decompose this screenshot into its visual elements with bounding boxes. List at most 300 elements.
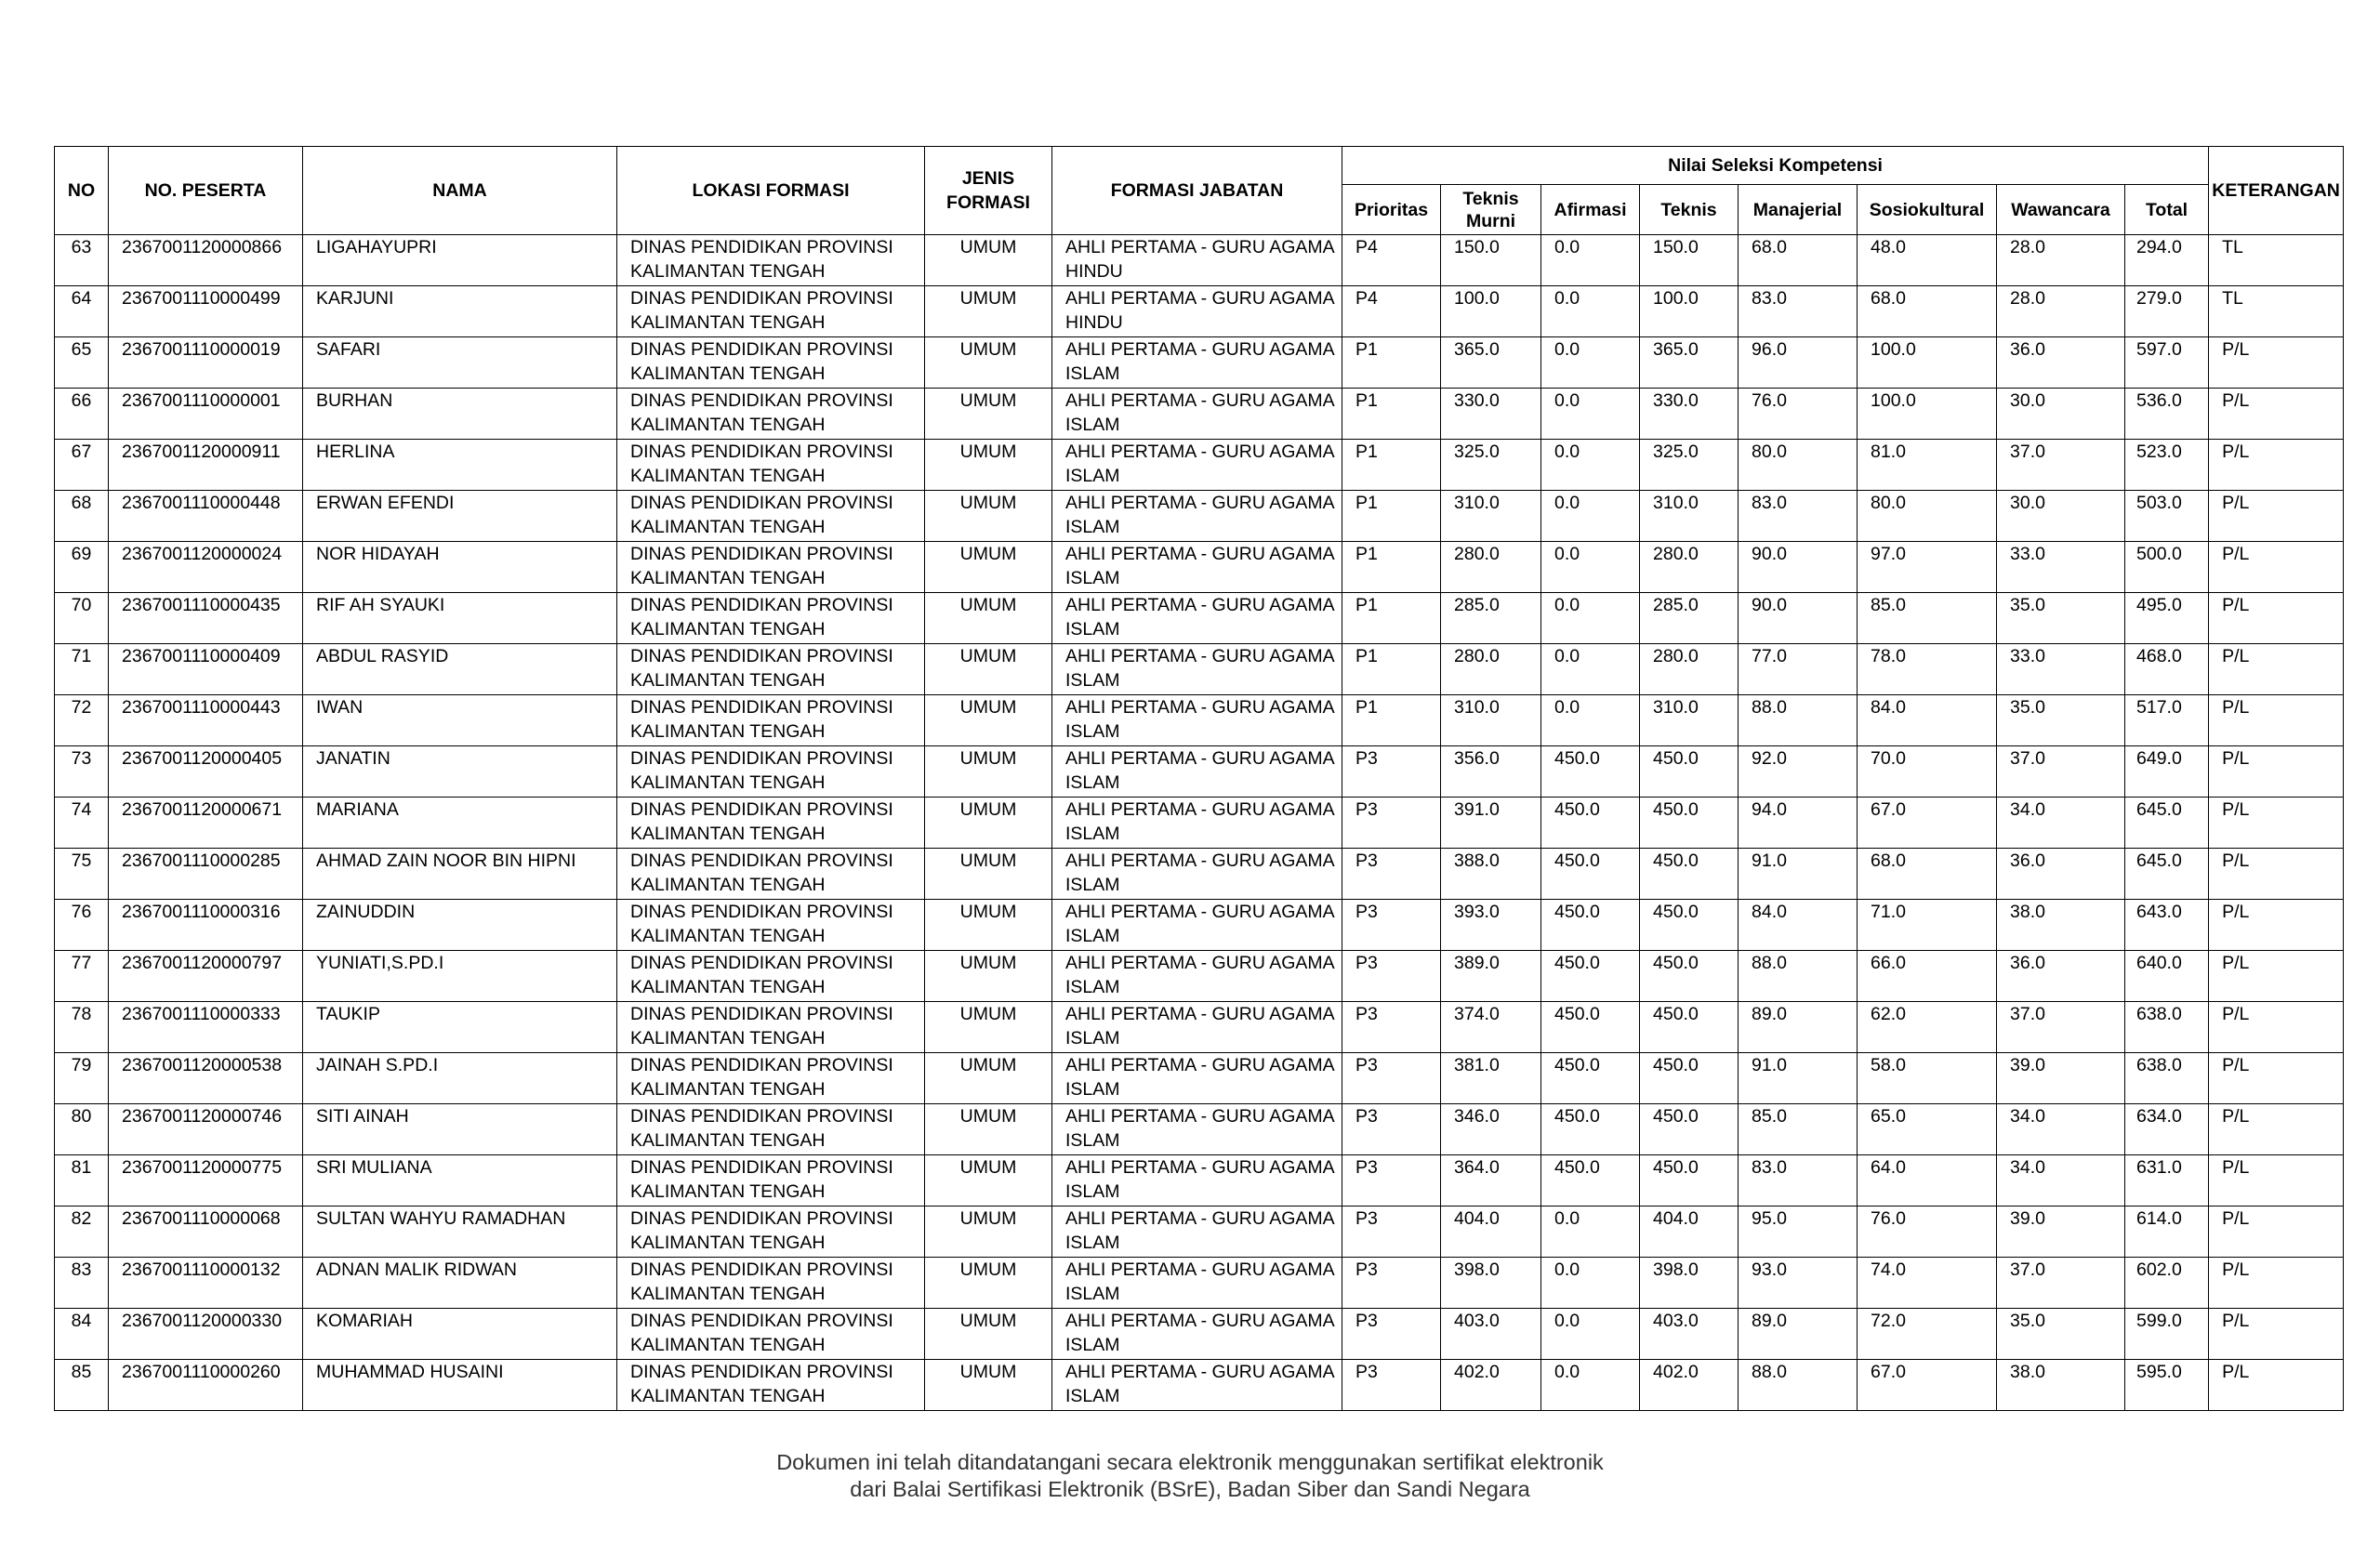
cell-manajerial: 89.0 [1739,1309,1858,1360]
cell-sosiokultural: 80.0 [1858,491,1997,542]
cell-wawancara: 37.0 [1997,1258,2125,1309]
cell-nama: SULTAN WAHYU RAMADHAN [303,1207,617,1258]
cell-teknis: 280.0 [1640,644,1739,695]
cell-wawancara: 34.0 [1997,1104,2125,1155]
cell-afirmasi: 450.0 [1541,746,1640,798]
cell-jenis-formasi: UMUM [925,746,1052,798]
cell-prioritas: P1 [1342,491,1441,542]
cell-prioritas: P1 [1342,593,1441,644]
cell-total: 645.0 [2125,798,2209,849]
cell-teknis: 330.0 [1640,389,1739,440]
header-wawancara: Wawancara [1997,185,2125,235]
cell-formasi-jabatan: AHLI PERTAMA - GURU AGAMA HINDU [1052,286,1342,337]
cell-no-peserta: 2367001110000499 [109,286,303,337]
cell-prioritas: P1 [1342,440,1441,491]
cell-teknis-murni: 280.0 [1441,644,1541,695]
cell-teknis-murni: 150.0 [1441,235,1541,286]
cell-sosiokultural: 78.0 [1858,644,1997,695]
cell-keterangan: P/L [2209,542,2344,593]
cell-jenis-formasi: UMUM [925,1155,1052,1207]
cell-lokasi-formasi: DINAS PENDIDIKAN PROVINSI KALIMANTAN TENGAH [617,644,925,695]
signature-notice-line-2: dari Balai Sertifikasi Elektronik (BSrE), Badan Siber dan Sandi Negara [850,1477,1530,1501]
cell-total: 638.0 [2125,1002,2209,1053]
cell-formasi-jabatan: AHLI PERTAMA - GURU AGAMA ISLAM [1052,849,1342,900]
cell-prioritas: P3 [1342,1053,1441,1104]
cell-prioritas: P3 [1342,1002,1441,1053]
cell-formasi-jabatan: AHLI PERTAMA - GURU AGAMA ISLAM [1052,1309,1342,1360]
cell-keterangan: P/L [2209,900,2344,951]
cell-teknis-murni: 391.0 [1441,798,1541,849]
cell-sosiokultural: 81.0 [1858,440,1997,491]
cell-total: 597.0 [2125,337,2209,389]
cell-nama: TAUKIP [303,1002,617,1053]
cell-keterangan: P/L [2209,337,2344,389]
cell-no: 75 [55,849,109,900]
cell-no: 64 [55,286,109,337]
cell-afirmasi: 450.0 [1541,849,1640,900]
cell-wawancara: 30.0 [1997,491,2125,542]
cell-afirmasi: 0.0 [1541,1360,1640,1411]
cell-sosiokultural: 68.0 [1858,286,1997,337]
cell-afirmasi: 0.0 [1541,1309,1640,1360]
cell-keterangan: P/L [2209,1104,2344,1155]
cell-wawancara: 38.0 [1997,1360,2125,1411]
cell-afirmasi: 450.0 [1541,951,1640,1002]
cell-no: 69 [55,542,109,593]
cell-teknis-murni: 285.0 [1441,593,1541,644]
cell-total: 536.0 [2125,389,2209,440]
cell-afirmasi: 0.0 [1541,695,1640,746]
cell-wawancara: 28.0 [1997,235,2125,286]
cell-teknis: 450.0 [1640,746,1739,798]
cell-prioritas: P1 [1342,695,1441,746]
cell-nama: AHMAD ZAIN NOOR BIN HIPNI [303,849,617,900]
cell-teknis: 365.0 [1640,337,1739,389]
cell-formasi-jabatan: AHLI PERTAMA - GURU AGAMA ISLAM [1052,644,1342,695]
cell-prioritas: P3 [1342,900,1441,951]
table-row [55,798,2344,849]
table-row [55,235,2344,286]
cell-sosiokultural: 70.0 [1858,746,1997,798]
cell-sosiokultural: 84.0 [1858,695,1997,746]
cell-lokasi-formasi: DINAS PENDIDIKAN PROVINSI KALIMANTAN TENGAH [617,746,925,798]
cell-prioritas: P1 [1342,644,1441,695]
cell-formasi-jabatan: AHLI PERTAMA - GURU AGAMA ISLAM [1052,1360,1342,1411]
cell-teknis-murni: 346.0 [1441,1104,1541,1155]
cell-manajerial: 83.0 [1739,1155,1858,1207]
table-body [55,235,2344,1411]
cell-no: 77 [55,951,109,1002]
cell-lokasi-formasi: DINAS PENDIDIKAN PROVINSI KALIMANTAN TENGAH [617,1155,925,1207]
cell-keterangan: P/L [2209,440,2344,491]
cell-manajerial: 84.0 [1739,900,1858,951]
cell-sosiokultural: 67.0 [1858,1360,1997,1411]
cell-lokasi-formasi: DINAS PENDIDIKAN PROVINSI KALIMANTAN TENGAH [617,951,925,1002]
cell-lokasi-formasi: DINAS PENDIDIKAN PROVINSI KALIMANTAN TENGAH [617,1002,925,1053]
cell-wawancara: 39.0 [1997,1207,2125,1258]
cell-teknis-murni: 404.0 [1441,1207,1541,1258]
cell-prioritas: P1 [1342,542,1441,593]
cell-manajerial: 68.0 [1739,235,1858,286]
cell-sosiokultural: 58.0 [1858,1053,1997,1104]
cell-jenis-formasi: UMUM [925,695,1052,746]
header-no-peserta: NO. PESERTA [109,147,303,235]
cell-teknis: 450.0 [1640,798,1739,849]
cell-keterangan: P/L [2209,1053,2344,1104]
cell-wawancara: 37.0 [1997,746,2125,798]
cell-jenis-formasi: UMUM [925,1360,1052,1411]
cell-manajerial: 83.0 [1739,286,1858,337]
cell-no-peserta: 2367001110000132 [109,1258,303,1309]
cell-wawancara: 35.0 [1997,593,2125,644]
cell-lokasi-formasi: DINAS PENDIDIKAN PROVINSI KALIMANTAN TENGAH [617,1309,925,1360]
cell-teknis: 310.0 [1640,491,1739,542]
cell-lokasi-formasi: DINAS PENDIDIKAN PROVINSI KALIMANTAN TENGAH [617,1207,925,1258]
cell-lokasi-formasi: DINAS PENDIDIKAN PROVINSI KALIMANTAN TENGAH [617,235,925,286]
header-nama: NAMA [303,147,617,235]
cell-no-peserta: 2367001120000746 [109,1104,303,1155]
cell-total: 595.0 [2125,1360,2209,1411]
table-row [55,1207,2344,1258]
cell-no: 79 [55,1053,109,1104]
cell-total: 495.0 [2125,593,2209,644]
cell-no-peserta: 2367001120000538 [109,1053,303,1104]
cell-manajerial: 93.0 [1739,1258,1858,1309]
cell-keterangan: P/L [2209,951,2344,1002]
table-row [55,1104,2344,1155]
header-total: Total [2125,185,2209,235]
cell-lokasi-formasi: DINAS PENDIDIKAN PROVINSI KALIMANTAN TENGAH [617,849,925,900]
header-teknis-murni: Teknis Murni [1441,185,1541,235]
cell-keterangan: TL [2209,286,2344,337]
cell-jenis-formasi: UMUM [925,798,1052,849]
cell-manajerial: 80.0 [1739,440,1858,491]
cell-keterangan: P/L [2209,1207,2344,1258]
cell-prioritas: P3 [1342,1258,1441,1309]
cell-sosiokultural: 48.0 [1858,235,1997,286]
cell-wawancara: 33.0 [1997,542,2125,593]
cell-jenis-formasi: UMUM [925,644,1052,695]
cell-jenis-formasi: UMUM [925,1309,1052,1360]
cell-jenis-formasi: UMUM [925,286,1052,337]
cell-teknis-murni: 310.0 [1441,491,1541,542]
cell-afirmasi: 0.0 [1541,337,1640,389]
cell-prioritas: P1 [1342,337,1441,389]
cell-teknis-murni: 365.0 [1441,337,1541,389]
cell-sosiokultural: 100.0 [1858,389,1997,440]
cell-nama: ABDUL RASYID [303,644,617,695]
table-row [55,389,2344,440]
cell-manajerial: 90.0 [1739,593,1858,644]
cell-no: 73 [55,746,109,798]
cell-no-peserta: 2367001110000260 [109,1360,303,1411]
table-header [55,147,2344,235]
cell-jenis-formasi: UMUM [925,593,1052,644]
cell-teknis: 280.0 [1640,542,1739,593]
table-row [55,286,2344,337]
cell-formasi-jabatan: AHLI PERTAMA - GURU AGAMA HINDU [1052,235,1342,286]
cell-manajerial: 90.0 [1739,542,1858,593]
cell-formasi-jabatan: AHLI PERTAMA - GURU AGAMA ISLAM [1052,951,1342,1002]
cell-no-peserta: 2367001110000448 [109,491,303,542]
cell-no-peserta: 2367001120000775 [109,1155,303,1207]
cell-no: 67 [55,440,109,491]
cell-formasi-jabatan: AHLI PERTAMA - GURU AGAMA ISLAM [1052,337,1342,389]
cell-teknis-murni: 325.0 [1441,440,1541,491]
cell-jenis-formasi: UMUM [925,542,1052,593]
cell-total: 279.0 [2125,286,2209,337]
cell-no-peserta: 2367001110000435 [109,593,303,644]
cell-nama: YUNIATI,S.PD.I [303,951,617,1002]
cell-no: 83 [55,1258,109,1309]
cell-wawancara: 37.0 [1997,1002,2125,1053]
cell-keterangan: P/L [2209,491,2344,542]
cell-teknis-murni: 389.0 [1441,951,1541,1002]
cell-formasi-jabatan: AHLI PERTAMA - GURU AGAMA ISLAM [1052,1207,1342,1258]
cell-no: 68 [55,491,109,542]
cell-afirmasi: 450.0 [1541,1053,1640,1104]
table-row [55,491,2344,542]
header-no: NO [55,147,109,235]
cell-jenis-formasi: UMUM [925,389,1052,440]
cell-formasi-jabatan: AHLI PERTAMA - GURU AGAMA ISLAM [1052,798,1342,849]
cell-no: 85 [55,1360,109,1411]
cell-formasi-jabatan: AHLI PERTAMA - GURU AGAMA ISLAM [1052,900,1342,951]
cell-no: 81 [55,1155,109,1207]
cell-no-peserta: 2367001120000911 [109,440,303,491]
table-row [55,951,2344,1002]
cell-manajerial: 89.0 [1739,1002,1858,1053]
header-afirmasi: Afirmasi [1541,185,1640,235]
cell-manajerial: 88.0 [1739,695,1858,746]
cell-prioritas: P3 [1342,1207,1441,1258]
cell-teknis: 310.0 [1640,695,1739,746]
table-row [55,1258,2344,1309]
table-row [55,746,2344,798]
table-row [55,1155,2344,1207]
cell-nama: SAFARI [303,337,617,389]
cell-no-peserta: 2367001110000068 [109,1207,303,1258]
cell-formasi-jabatan: AHLI PERTAMA - GURU AGAMA ISLAM [1052,1258,1342,1309]
cell-keterangan: P/L [2209,1360,2344,1411]
cell-wawancara: 38.0 [1997,900,2125,951]
cell-afirmasi: 0.0 [1541,644,1640,695]
cell-no: 78 [55,1002,109,1053]
cell-lokasi-formasi: DINAS PENDIDIKAN PROVINSI KALIMANTAN TENGAH [617,593,925,644]
table-row [55,644,2344,695]
cell-teknis-murni: 280.0 [1441,542,1541,593]
cell-teknis-murni: 374.0 [1441,1002,1541,1053]
cell-nama: KARJUNI [303,286,617,337]
cell-lokasi-formasi: DINAS PENDIDIKAN PROVINSI KALIMANTAN TENGAH [617,695,925,746]
cell-total: 517.0 [2125,695,2209,746]
cell-wawancara: 35.0 [1997,1309,2125,1360]
cell-afirmasi: 0.0 [1541,1258,1640,1309]
cell-total: 523.0 [2125,440,2209,491]
cell-teknis-murni: 381.0 [1441,1053,1541,1104]
cell-formasi-jabatan: AHLI PERTAMA - GURU AGAMA ISLAM [1052,1053,1342,1104]
cell-total: 638.0 [2125,1053,2209,1104]
cell-manajerial: 92.0 [1739,746,1858,798]
cell-wawancara: 39.0 [1997,1053,2125,1104]
cell-teknis-murni: 100.0 [1441,286,1541,337]
cell-total: 643.0 [2125,900,2209,951]
cell-nama: SITI AINAH [303,1104,617,1155]
cell-no: 71 [55,644,109,695]
cell-lokasi-formasi: DINAS PENDIDIKAN PROVINSI KALIMANTAN TENGAH [617,1360,925,1411]
cell-afirmasi: 0.0 [1541,440,1640,491]
cell-afirmasi: 0.0 [1541,542,1640,593]
cell-sosiokultural: 64.0 [1858,1155,1997,1207]
cell-jenis-formasi: UMUM [925,951,1052,1002]
signature-notice [0,1449,2380,1503]
cell-wawancara: 36.0 [1997,337,2125,389]
cell-lokasi-formasi: DINAS PENDIDIKAN PROVINSI KALIMANTAN TENGAH [617,440,925,491]
cell-manajerial: 94.0 [1739,798,1858,849]
cell-lokasi-formasi: DINAS PENDIDIKAN PROVINSI KALIMANTAN TENGAH [617,1053,925,1104]
cell-nama: ZAINUDDIN [303,900,617,951]
cell-keterangan: P/L [2209,1258,2344,1309]
cell-no: 76 [55,900,109,951]
cell-teknis-murni: 310.0 [1441,695,1541,746]
cell-jenis-formasi: UMUM [925,900,1052,951]
cell-wawancara: 35.0 [1997,695,2125,746]
signature-notice-line-1: Dokumen ini telah ditandatangani secara elektronik menggunakan sertifikat elektronik [776,1450,1604,1474]
cell-teknis: 450.0 [1640,1155,1739,1207]
cell-nama: HERLINA [303,440,617,491]
cell-total: 294.0 [2125,235,2209,286]
cell-manajerial: 91.0 [1739,1053,1858,1104]
cell-no: 72 [55,695,109,746]
cell-jenis-formasi: UMUM [925,1053,1052,1104]
header-manajerial: Manajerial [1739,185,1858,235]
cell-manajerial: 88.0 [1739,951,1858,1002]
cell-wawancara: 34.0 [1997,798,2125,849]
cell-keterangan: P/L [2209,593,2344,644]
cell-wawancara: 28.0 [1997,286,2125,337]
cell-teknis-murni: 388.0 [1441,849,1541,900]
cell-teknis: 325.0 [1640,440,1739,491]
cell-formasi-jabatan: AHLI PERTAMA - GURU AGAMA ISLAM [1052,1155,1342,1207]
cell-keterangan: P/L [2209,1309,2344,1360]
table-row [55,900,2344,951]
table-row [55,337,2344,389]
cell-jenis-formasi: UMUM [925,1258,1052,1309]
cell-sosiokultural: 66.0 [1858,951,1997,1002]
cell-no-peserta: 2367001110000443 [109,695,303,746]
header-prioritas: Prioritas [1342,185,1441,235]
table-row [55,593,2344,644]
cell-manajerial: 91.0 [1739,849,1858,900]
header-teknis: Teknis [1640,185,1739,235]
cell-prioritas: P3 [1342,951,1441,1002]
table-row [55,849,2344,900]
cell-total: 500.0 [2125,542,2209,593]
cell-teknis: 403.0 [1640,1309,1739,1360]
cell-no-peserta: 2367001120000024 [109,542,303,593]
cell-total: 631.0 [2125,1155,2209,1207]
cell-wawancara: 30.0 [1997,389,2125,440]
cell-no: 84 [55,1309,109,1360]
cell-nama: BURHAN [303,389,617,440]
header-jenis-formasi: JENIS FORMASI [925,147,1052,235]
cell-jenis-formasi: UMUM [925,491,1052,542]
cell-no: 63 [55,235,109,286]
cell-manajerial: 76.0 [1739,389,1858,440]
cell-wawancara: 36.0 [1997,849,2125,900]
header-formasi-jabatan: FORMASI JABATAN [1052,147,1342,235]
cell-no-peserta: 2367001110000333 [109,1002,303,1053]
cell-no-peserta: 2367001120000797 [109,951,303,1002]
cell-nama: RIF AH SYAUKI [303,593,617,644]
cell-prioritas: P4 [1342,286,1441,337]
cell-jenis-formasi: UMUM [925,1207,1052,1258]
cell-keterangan: P/L [2209,798,2344,849]
cell-keterangan: TL [2209,235,2344,286]
cell-total: 468.0 [2125,644,2209,695]
cell-manajerial: 77.0 [1739,644,1858,695]
table-row [55,1053,2344,1104]
cell-sosiokultural: 72.0 [1858,1309,1997,1360]
header-sosiokultural: Sosiokultural [1858,185,1997,235]
cell-keterangan: P/L [2209,389,2344,440]
cell-jenis-formasi: UMUM [925,1002,1052,1053]
table-row [55,1360,2344,1411]
cell-sosiokultural: 68.0 [1858,849,1997,900]
cell-teknis-murni: 403.0 [1441,1309,1541,1360]
cell-keterangan: P/L [2209,644,2344,695]
cell-afirmasi: 450.0 [1541,900,1640,951]
cell-total: 503.0 [2125,491,2209,542]
cell-nama: MUHAMMAD HUSAINI [303,1360,617,1411]
table-row [55,440,2344,491]
cell-jenis-formasi: UMUM [925,1104,1052,1155]
cell-no-peserta: 2367001120000671 [109,798,303,849]
cell-prioritas: P3 [1342,746,1441,798]
results-table [54,146,2344,1411]
table-row [55,695,2344,746]
cell-teknis: 100.0 [1640,286,1739,337]
cell-no-peserta: 2367001110000316 [109,900,303,951]
cell-formasi-jabatan: AHLI PERTAMA - GURU AGAMA ISLAM [1052,542,1342,593]
cell-formasi-jabatan: AHLI PERTAMA - GURU AGAMA ISLAM [1052,491,1342,542]
cell-nama: JANATIN [303,746,617,798]
cell-jenis-formasi: UMUM [925,440,1052,491]
cell-formasi-jabatan: AHLI PERTAMA - GURU AGAMA ISLAM [1052,1104,1342,1155]
cell-sosiokultural: 97.0 [1858,542,1997,593]
cell-teknis: 398.0 [1640,1258,1739,1309]
cell-prioritas: P3 [1342,1104,1441,1155]
cell-teknis: 404.0 [1640,1207,1739,1258]
cell-no: 65 [55,337,109,389]
cell-prioritas: P3 [1342,1309,1441,1360]
cell-no-peserta: 2367001120000866 [109,235,303,286]
cell-no: 80 [55,1104,109,1155]
cell-afirmasi: 0.0 [1541,1207,1640,1258]
cell-manajerial: 88.0 [1739,1360,1858,1411]
cell-teknis: 450.0 [1640,1104,1739,1155]
cell-wawancara: 36.0 [1997,951,2125,1002]
cell-formasi-jabatan: AHLI PERTAMA - GURU AGAMA ISLAM [1052,695,1342,746]
cell-jenis-formasi: UMUM [925,849,1052,900]
cell-sosiokultural: 76.0 [1858,1207,1997,1258]
cell-teknis-murni: 330.0 [1441,389,1541,440]
cell-afirmasi: 0.0 [1541,235,1640,286]
cell-nama: SRI MULIANA [303,1155,617,1207]
table-row [55,1002,2344,1053]
table-row [55,1309,2344,1360]
cell-no-peserta: 2367001110000019 [109,337,303,389]
